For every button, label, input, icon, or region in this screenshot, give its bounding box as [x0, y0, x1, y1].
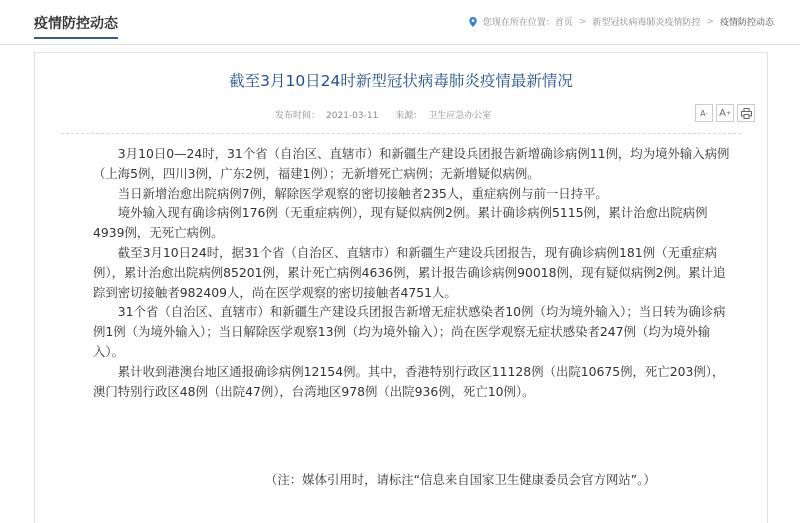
paragraph: 累计收到港澳台地区通报确诊病例12154例。其中，香港特别行政区11128例（出院10675例，死亡203例），澳门特别行政区48例（出院47例），台湾地区978例（出院936例，死亡10例）。 [93, 363, 725, 399]
font-larger-label: A [719, 107, 726, 119]
breadcrumb [467, 15, 774, 28]
article-meta [275, 108, 497, 121]
article-tools [695, 104, 755, 122]
breadcrumb-separator: > [706, 16, 714, 27]
section-title: 疫情防控动态 [34, 13, 118, 39]
article-container [34, 52, 768, 523]
paragraph: 境外输入现有确诊病例176例（无重症病例），现有疑似病例2例。累计确诊病例5115例，累计治愈出院病例4939例，无死亡病例。 [93, 205, 708, 241]
paragraph: 3月10日0—24时，31个省（自治区、直辖市）和新疆生产建设兵团报告新增确诊病例11例，均为境外输入病例（上海5例，四川3例，广东2例，福建1例）；无新增死亡病例；无新增疑似病例。 [93, 146, 730, 181]
source-label: 来源： [395, 111, 423, 121]
publish-date-label: 发布时间： [275, 111, 321, 121]
breadcrumb-prefix: 您现在所在位置： [482, 18, 555, 28]
breadcrumb-covid-link[interactable]: 新型冠状病毒肺炎疫情防控 [592, 18, 701, 28]
font-larger-button[interactable]: A + [716, 104, 734, 122]
article-body [93, 144, 733, 401]
paragraph: 31个省（自治区、直辖市）和新疆生产建设兵团报告新增无症状感染者10例（均为境外输入）；当日转为确诊病例1例（为境外输入）；当日解除医学观察13例（均为境外输入）；尚在医学观察无症状感染者247例（均为境外输入）。 [93, 304, 726, 359]
source-value: 卫生应急办公室 [428, 111, 492, 121]
breadcrumb-home-link[interactable]: 首页 [554, 18, 573, 28]
print-button[interactable] [737, 104, 755, 122]
font-smaller-label: A [700, 108, 706, 118]
breadcrumb-current: 疫情防控动态 [719, 18, 774, 28]
paragraph: 截至3月10日24时，据31个省（自治区、直辖市）和新疆生产建设兵团报告，现有确诊病例181例（无重症病例），累计治愈出院病例85201例，累计死亡病例4636例，累计报告确诊病例90018例，现有疑似病例2例。累计追踪到密切接触者982409人，尚在医学观察的密切接触者4751人。 [93, 244, 726, 300]
citation-note: （注：媒体引用时，请标注“信息来自国家卫生健康委员会官方网站”。） [265, 472, 656, 487]
top-bar [0, 0, 800, 45]
font-smaller-button[interactable]: A - [695, 104, 713, 122]
paragraph: 当日新增治愈出院病例7例，解除医学观察的密切接触者235人，重症病例与前一日持平。 [117, 185, 608, 201]
location-pin-icon [467, 16, 479, 28]
breadcrumb-separator: > [578, 16, 587, 27]
printer-icon [741, 108, 752, 119]
publish-date: 2021-03-11 [326, 111, 379, 121]
divider [61, 133, 741, 134]
article-title: 截至3月10日24时新型冠状病毒肺炎疫情最新情况 [229, 72, 573, 90]
